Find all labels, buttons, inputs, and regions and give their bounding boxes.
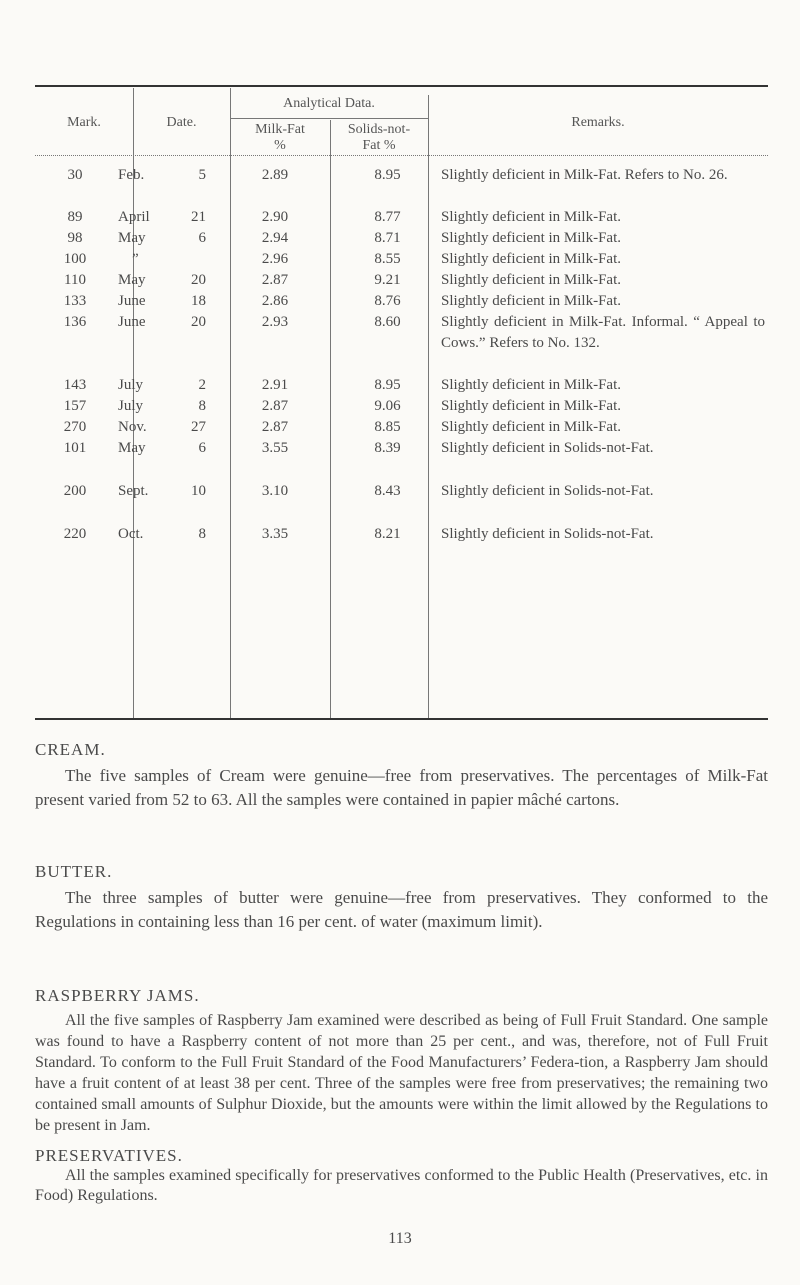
cell-milk-fat: 2.91: [261, 377, 289, 393]
cell-day: 21: [191, 209, 206, 225]
cell-remarks: Slightly deficient in Milk-Fat.: [441, 419, 621, 435]
table-header-rule: [35, 155, 768, 156]
cell-remarks: Slightly deficient in Solids-not-Fat.: [441, 526, 654, 542]
cell-day: 20: [191, 314, 206, 330]
cell-mark: 101: [63, 440, 87, 456]
cell-month: May: [118, 272, 146, 288]
cell-month: June: [118, 314, 146, 330]
cell-remarks: Slightly deficient in Milk-Fat.: [441, 398, 621, 414]
analytical-subheader-rule: [230, 118, 428, 119]
cell-milk-fat: 3.10: [261, 483, 289, 499]
cell-month: July: [118, 398, 144, 414]
cell-remarks: Slightly deficient in Milk-Fat.: [441, 293, 621, 309]
cell-milk-fat: 2.87: [261, 272, 289, 288]
section-paragraph: All the five samples of Raspberry Jam examined were described as being of Full Fruit Standard. One sample was found to have a Raspberry content of not more than 25 per cent., and was, therefore, not of Full Fruit Standard. To conform to the Full Fruit Standard of the Food Manufacturers’ Federa-tion, a Raspberry Jam should have a fruit content of at least 38 per cent. Three of the samples were free from preservatives; the remaining two contained small amounts of Sulphur Dioxide, but the amounts were within the limit allowed by the Regulations to be present in Jam.: [35, 1012, 768, 1134]
cell-day: 8: [198, 398, 206, 414]
cell-remarks: Slightly deficient in Milk-Fat.: [441, 209, 621, 225]
cell-month: May: [118, 440, 146, 456]
cell-month: Sept.: [118, 483, 149, 499]
cell-mark: 110: [64, 272, 86, 288]
cell-milk-fat: 3.55: [261, 440, 289, 456]
header-mark: Mark.: [67, 115, 101, 130]
column-divider: [230, 88, 231, 718]
cell-remarks: Slightly deficient in Milk-Fat.: [441, 230, 621, 246]
cell-remarks: Slightly deficient in Milk-Fat.: [441, 272, 621, 288]
cell-mark: 133: [63, 293, 87, 309]
cell-day: 2: [198, 377, 206, 393]
cell-month: June: [118, 293, 146, 309]
section-title: PRESERVATIVES.: [35, 1146, 183, 1165]
header-snf-unit: Fat %: [362, 138, 396, 153]
cell-mark: 89: [67, 209, 83, 225]
cell-snf: 8.85: [374, 419, 401, 435]
section-title: RASPBERRY JAMS.: [35, 986, 200, 1005]
header-milk-fat: Milk-Fat: [255, 122, 305, 137]
cell-milk-fat: 2.96: [261, 251, 289, 267]
cell-milk-fat: 2.90: [261, 209, 289, 225]
cell-snf: 8.71: [374, 230, 401, 246]
header-snf: Solids-not-: [347, 122, 411, 137]
cell-remarks: Slightly deficient in Milk-Fat.: [441, 251, 621, 267]
cell-snf: 8.60: [374, 314, 401, 330]
cell-snf: 8.95: [374, 167, 401, 183]
section-paragraph: All the samples examined specifically for preservatives conformed to the Public Health (Preservatives, etc. in Food) Regulations.: [35, 1167, 768, 1204]
cell-remarks: Slightly deficient in Solids-not-Fat.: [441, 440, 654, 456]
cell-day: 8: [198, 526, 206, 542]
cell-day: 6: [198, 440, 206, 456]
cell-snf: 8.43: [374, 483, 401, 499]
section-title: BUTTER.: [35, 862, 113, 881]
cell-month: April: [118, 209, 150, 225]
cell-day: 6: [198, 230, 206, 246]
cell-day: 5: [198, 167, 206, 183]
cell-month: ”: [132, 251, 139, 267]
cell-snf: 8.95: [374, 377, 401, 393]
cell-snf: 8.39: [374, 440, 401, 456]
cell-milk-fat: 2.93: [261, 314, 289, 330]
column-divider: [330, 120, 331, 718]
header-milk-fat-unit: %: [274, 138, 286, 153]
table-bottom-rule: [35, 718, 768, 720]
cell-mark: 30: [67, 167, 83, 183]
cell-milk-fat: 2.87: [261, 419, 289, 435]
cell-day: 18: [191, 293, 206, 309]
cell-mark: 136: [63, 314, 87, 330]
cell-remarks: Slightly deficient in Solids-not-Fat.: [441, 483, 654, 499]
header-analytical: Analytical Data.: [283, 96, 375, 111]
cell-snf: 8.76: [374, 293, 401, 309]
cell-mark: 100: [63, 251, 87, 267]
cell-mark: 270: [63, 419, 87, 435]
cell-mark: 157: [63, 398, 87, 414]
cell-milk-fat: 2.94: [261, 230, 289, 246]
cell-month: Feb.: [118, 167, 145, 183]
cell-snf: 8.77: [374, 209, 401, 225]
cell-snf: 9.06: [374, 398, 401, 414]
section-paragraph: The three samples of butter were genuine—free from preservatives. They conformed to the Regulations in containing less than 16 per cent. of water (maximum limit).: [35, 888, 768, 931]
cell-milk-fat: 2.87: [261, 398, 289, 414]
cell-day: 10: [191, 483, 206, 499]
cell-month: Oct.: [118, 526, 144, 542]
cell-mark: 143: [63, 377, 87, 393]
cell-day: 27: [191, 419, 206, 435]
cell-mark: 98: [67, 230, 83, 246]
cell-mark: 220: [63, 526, 87, 542]
cell-month: Nov.: [118, 419, 147, 435]
cell-milk-fat: 2.86: [261, 293, 289, 309]
cell-remarks: Slightly deficient in Milk-Fat. Refers to No. 26.: [441, 167, 728, 183]
section-paragraph: The five samples of Cream were genuine—free from preservatives. The percentages of Milk-Fat present varied from 52 to 63. All the samples were contained in papier mâché cartons.: [35, 766, 768, 809]
cell-mark: 200: [63, 483, 87, 499]
cell-milk-fat: 2.89: [261, 167, 289, 183]
cell-month: July: [118, 377, 144, 393]
cell-snf: 8.21: [374, 526, 401, 542]
cell-remarks: Slightly deficient in Milk-Fat. Informal. “ Appeal to Cows.” Refers to No. 132.: [441, 314, 765, 351]
table-top-rule: [35, 85, 768, 87]
header-date: Date.: [166, 115, 197, 130]
cell-day: 20: [191, 272, 206, 288]
cell-snf: 9.21: [374, 272, 401, 288]
cell-milk-fat: 3.35: [261, 526, 289, 542]
cell-remarks: Slightly deficient in Milk-Fat.: [441, 377, 621, 393]
header-remarks: Remarks.: [571, 115, 625, 130]
cell-snf: 8.55: [374, 251, 401, 267]
section-title: CREAM.: [35, 740, 106, 759]
cell-month: May: [118, 230, 146, 246]
page-number: 113: [388, 1230, 412, 1247]
